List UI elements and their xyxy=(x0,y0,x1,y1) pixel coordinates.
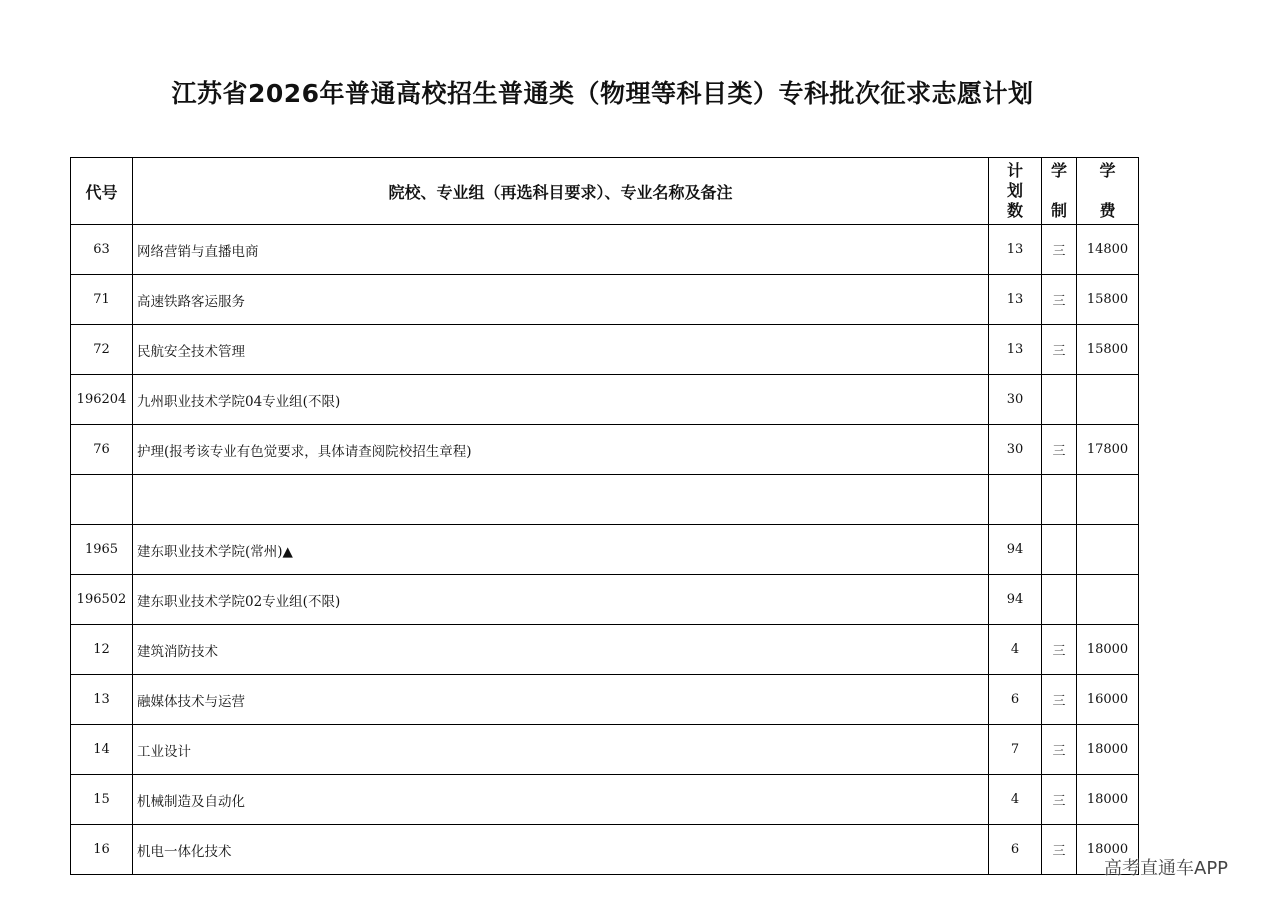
cell-plan: 94 xyxy=(989,575,1042,625)
cell-plan: 4 xyxy=(989,775,1042,825)
cell-duration xyxy=(1042,375,1077,425)
cell-duration xyxy=(1042,475,1077,525)
cell-duration: 三 xyxy=(1042,825,1077,875)
cell-name-text: 民航安全技术管理 xyxy=(137,343,245,360)
cell-plan: 13 xyxy=(989,225,1042,275)
cell-code: 16 xyxy=(71,825,133,875)
cell-name-text: 融媒体技术与运营 xyxy=(137,693,245,710)
cell-duration: 三 xyxy=(1042,325,1077,375)
header-plan-char-2: 划 xyxy=(1006,181,1023,200)
cell-fee: 18000 xyxy=(1077,725,1139,775)
table-header-row xyxy=(71,158,1139,225)
cell-name xyxy=(133,275,989,325)
table-row xyxy=(71,775,1139,825)
table-row xyxy=(71,275,1139,325)
cell-code: 196204 xyxy=(71,375,133,425)
cell-name xyxy=(133,375,989,425)
cell-name xyxy=(133,475,989,525)
cell-duration: 三 xyxy=(1042,725,1077,775)
table-row xyxy=(71,825,1139,875)
cell-code: 12 xyxy=(71,625,133,675)
cell-plan xyxy=(989,475,1042,525)
cell-fee: 14800 xyxy=(1077,225,1139,275)
cell-duration: 三 xyxy=(1042,425,1077,475)
cell-code: 76 xyxy=(71,425,133,475)
cell-duration: 三 xyxy=(1042,775,1077,825)
table-row xyxy=(71,575,1139,625)
cell-name xyxy=(133,425,989,475)
cell-plan: 7 xyxy=(989,725,1042,775)
header-plan-char-3: 数 xyxy=(1006,201,1023,220)
cell-name xyxy=(133,775,989,825)
cell-name-text: 机电一体化技术 xyxy=(137,843,232,860)
cell-duration xyxy=(1042,525,1077,575)
cell-code: 15 xyxy=(71,775,133,825)
table-row xyxy=(71,375,1139,425)
cell-plan: 94 xyxy=(989,525,1042,575)
cell-code: 196502 xyxy=(71,575,133,625)
header-duration-char-2: 制 xyxy=(1050,201,1067,220)
cell-name xyxy=(133,525,989,575)
table-row xyxy=(71,225,1139,275)
cell-plan: 30 xyxy=(989,425,1042,475)
table-row xyxy=(71,625,1139,675)
cell-name-text: 护理(报考该专业有色觉要求，具体请查阅院校招生章程) xyxy=(137,443,472,460)
cell-duration: 三 xyxy=(1042,675,1077,725)
cell-plan: 13 xyxy=(989,325,1042,375)
cell-name xyxy=(133,825,989,875)
cell-fee: 18000 xyxy=(1077,625,1139,675)
document-title: 江苏省2026年普通高校招生普通类（物理等科目类）专科批次征求志愿计划 xyxy=(171,79,1034,108)
cell-plan: 4 xyxy=(989,625,1042,675)
cell-fee: 17800 xyxy=(1077,425,1139,475)
cell-name xyxy=(133,575,989,625)
cell-plan: 6 xyxy=(989,825,1042,875)
header-duration-char-1: 学 xyxy=(1050,161,1067,180)
cell-name xyxy=(133,325,989,375)
cell-duration: 三 xyxy=(1042,625,1077,675)
cell-plan: 13 xyxy=(989,275,1042,325)
cell-code: 71 xyxy=(71,275,133,325)
cell-code xyxy=(71,475,133,525)
cell-code: 13 xyxy=(71,675,133,725)
cell-duration xyxy=(1042,575,1077,625)
table-row xyxy=(71,525,1139,575)
cell-name-text: 机械制造及自动化 xyxy=(137,793,245,810)
header-duration xyxy=(1042,158,1077,225)
table-row xyxy=(71,325,1139,375)
cell-name-text: 建东职业技术学院(常州)▲ xyxy=(137,543,293,560)
cell-fee xyxy=(1077,475,1139,525)
cell-code: 63 xyxy=(71,225,133,275)
cell-duration: 三 xyxy=(1042,225,1077,275)
cell-fee xyxy=(1077,375,1139,425)
plan-table xyxy=(70,157,1139,875)
cell-name-text: 工业设计 xyxy=(137,743,191,760)
cell-name-text: 九州职业技术学院04专业组(不限) xyxy=(137,393,341,410)
cell-name-text: 高速铁路客运服务 xyxy=(137,293,245,310)
header-name: 院校、专业组（再选科目要求）、专业名称及备注 xyxy=(133,158,989,225)
cell-fee: 15800 xyxy=(1077,275,1139,325)
cell-name-text: 网络营销与直播电商 xyxy=(137,243,259,260)
table-row xyxy=(71,725,1139,775)
cell-fee xyxy=(1077,575,1139,625)
cell-name xyxy=(133,625,989,675)
table-row xyxy=(71,425,1139,475)
cell-name xyxy=(133,725,989,775)
header-plan-char-1: 计 xyxy=(1006,161,1023,180)
header-code: 代号 xyxy=(71,158,133,225)
cell-plan: 6 xyxy=(989,675,1042,725)
table-row xyxy=(71,475,1139,525)
cell-fee: 16000 xyxy=(1077,675,1139,725)
cell-duration: 三 xyxy=(1042,275,1077,325)
header-plan xyxy=(989,158,1042,225)
cell-fee: 18000 xyxy=(1077,825,1139,875)
header-fee xyxy=(1077,158,1139,225)
watermark: 高考直通车APP xyxy=(1104,858,1229,879)
cell-fee: 18000 xyxy=(1077,775,1139,825)
cell-name xyxy=(133,675,989,725)
cell-name-text: 建筑消防技术 xyxy=(137,643,218,660)
cell-name xyxy=(133,225,989,275)
header-fee-char-2: 费 xyxy=(1099,201,1116,220)
cell-code: 14 xyxy=(71,725,133,775)
cell-code: 72 xyxy=(71,325,133,375)
cell-fee xyxy=(1077,525,1139,575)
cell-plan: 30 xyxy=(989,375,1042,425)
cell-fee: 15800 xyxy=(1077,325,1139,375)
cell-code: 1965 xyxy=(71,525,133,575)
table-row xyxy=(71,675,1139,725)
cell-name-text: 建东职业技术学院02专业组(不限) xyxy=(137,593,341,610)
header-fee-char-1: 学 xyxy=(1099,161,1116,180)
